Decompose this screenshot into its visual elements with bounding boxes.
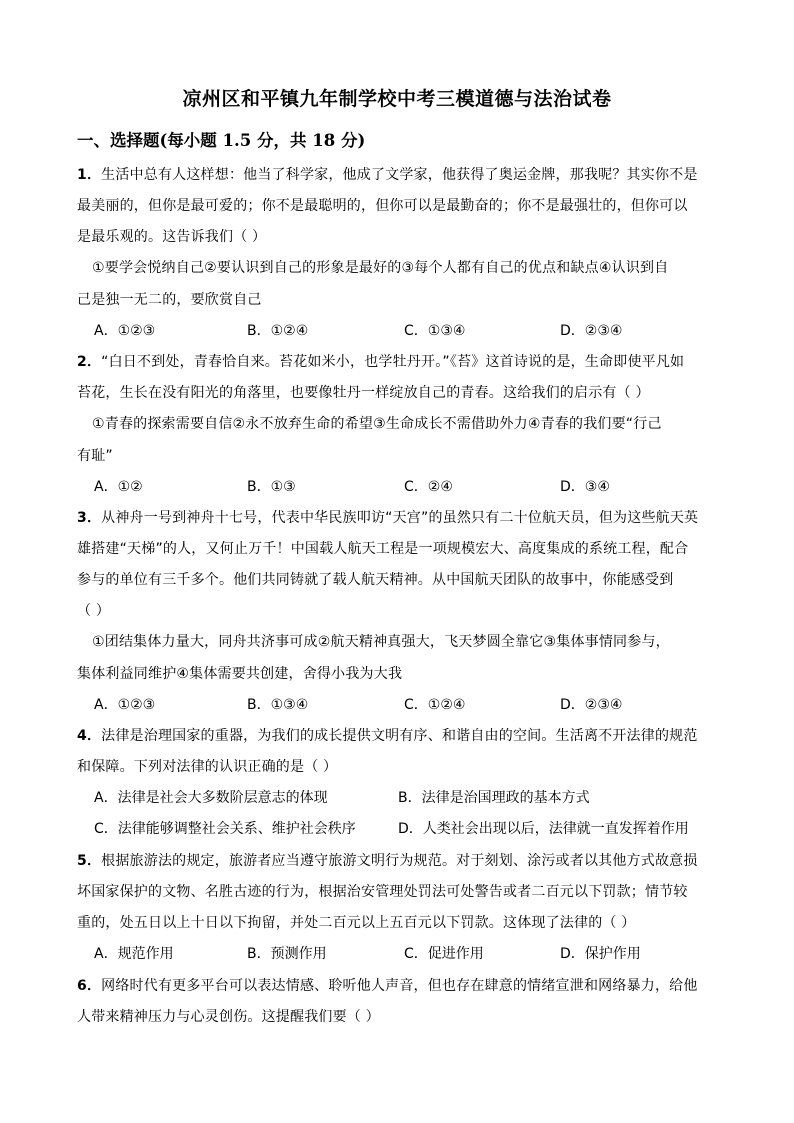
question-4-number: 4． (77, 728, 102, 744)
question-3-statements-1: ①团结集体力量大，同舟共济事可成②航天精神真强大，飞天梦圆全靠它③集体事情同参与， (92, 634, 670, 650)
question-1-option-b: B．①②④ (247, 323, 309, 339)
question-1-statements-1: ①要学会悦纳自己②要认识到自己的形象是最好的③每个人都有自己的优点和缺点④认识到自 (92, 260, 669, 276)
question-5-line-1: 5．根据旅游法的规定，旅游者应当遵守旅游文明行为规范。对于刻划、涂污或者以其他方式故意损 (77, 853, 698, 869)
question-1-line-3: 是最乐观的。这告诉我们（ ） (77, 229, 267, 245)
question-6-number: 6． (77, 978, 102, 994)
question-6-line-2: 人带来精神压力与心灵创伤。这提醒我们要（ ） (77, 1009, 380, 1025)
question-1-line-2: 最美丽的，但你是最可爱的；你不是最聪明的，但你可以是最勤奋的；你不是最强壮的，但你可以 (77, 198, 688, 214)
question-5-number: 5． (77, 853, 102, 869)
question-5-option-d: D．保护作用 (560, 946, 641, 962)
question-5-line-2: 坏国家保护的文物、名胜古迹的行为，根据治安管理处罚法可处警告或者二百元以下罚款；情节较 (77, 884, 688, 900)
question-6-line-1: 6．网络时代有更多平台可以表达情感、聆听他人声音，但也存在肆意的情绪宣泄和网络暴力，给他 (77, 978, 698, 994)
question-2-number: 2． (77, 354, 102, 370)
question-3-line-3: 参与的单位有三千多个。他们共同铸就了载人航天精神。从中国航天团队的故事中，你能感受到 (77, 572, 674, 588)
question-2-line-1: 2．“白日不到处，青春恰自来。苔花如米小，也学牡丹开。”《苔》这首诗说的是，生命即使平凡如 (77, 354, 685, 370)
question-4-line-2: 和保障。下列对法律的认识正确的是（ ） (77, 759, 338, 775)
section-heading: 一、选择题(每小题 1.5 分，共 18 分) (77, 131, 366, 150)
question-3-statements-2: 集体利益同维护④集体需要共创建，舍得小我为大我 (77, 666, 403, 682)
question-2-statements-2: 有耻” (77, 448, 113, 464)
question-1-option-c: C．①③④ (404, 323, 466, 339)
question-2-option-c: C．②④ (404, 479, 453, 495)
question-3-number: 3． (77, 510, 102, 526)
question-3-option-b: B．①③④ (247, 697, 309, 713)
question-3-option-a: A．①②③ (94, 697, 156, 713)
question-3-line-4: （ ） (77, 603, 111, 619)
question-1-option-d: D．②③④ (560, 323, 623, 339)
question-2-option-a: A．①② (94, 479, 143, 495)
question-4-option-b: B．法律是治国理政的基本方式 (398, 790, 590, 806)
question-5-option-b: B．预测作用 (247, 946, 327, 962)
question-5-option-c: C．促进作用 (404, 946, 484, 962)
question-1-option-a: A．①②③ (94, 323, 156, 339)
question-5-option-a: A．规范作用 (94, 946, 174, 962)
question-4-line-1: 4．法律是治理国家的重器，为我们的成长提供文明有序、和谐自由的空间。生活离不开法律的规范 (77, 728, 698, 744)
question-3-option-d: D．②③④ (560, 697, 623, 713)
question-2-option-b: B．①③ (247, 479, 296, 495)
question-2-statements-1: ①青春的探索需要自信②永不放弃生命的希望③生命成长不需借助外力④青春的我们要“行己 (92, 416, 662, 432)
question-3-line-1: 3．从神舟一号到神舟十七号，代表中华民族叩访“天宫”的虽然只有二十位航天员，但为这些航天英 (77, 510, 699, 526)
question-1-line-1: 1．生活中总有人这样想：他当了科学家，他成了文学家，他获得了奥运金牌，那我呢？其实你不是 (77, 167, 698, 183)
question-3-line-2: 雄搭建“天梯”的人，又何止万千！中国载人航天工程是一项规模宏大、高度集成的系统工程，配合 (77, 541, 689, 557)
page-title: 凉州区和平镇九年制学校中考三模道德与法治试卷 (182, 88, 612, 110)
question-4-option-d: D．人类社会出现以后，法律就一直发挥着作用 (398, 821, 689, 837)
question-4-option-c: C．法律能够调整社会关系、维护社会秩序 (94, 821, 356, 837)
question-2-line-2: 苔花，生长在没有阳光的角落里，也要像牡丹一样绽放自己的青春。这给我们的启示有（ ） (77, 385, 650, 401)
question-4-option-a: A．法律是社会大多数阶层意志的体现 (94, 790, 328, 806)
question-1-number: 1． (77, 167, 102, 183)
question-2-option-d: D．③④ (560, 479, 610, 495)
question-3-option-c: C．①②④ (404, 697, 466, 713)
question-1-statements-2: 己是独一无二的，要欣赏自己 (77, 292, 262, 308)
question-5-line-3: 重的，处五日以上十日以下拘留，并处二百元以上五百元以下罚款。这体现了法律的（ ） (77, 915, 636, 931)
